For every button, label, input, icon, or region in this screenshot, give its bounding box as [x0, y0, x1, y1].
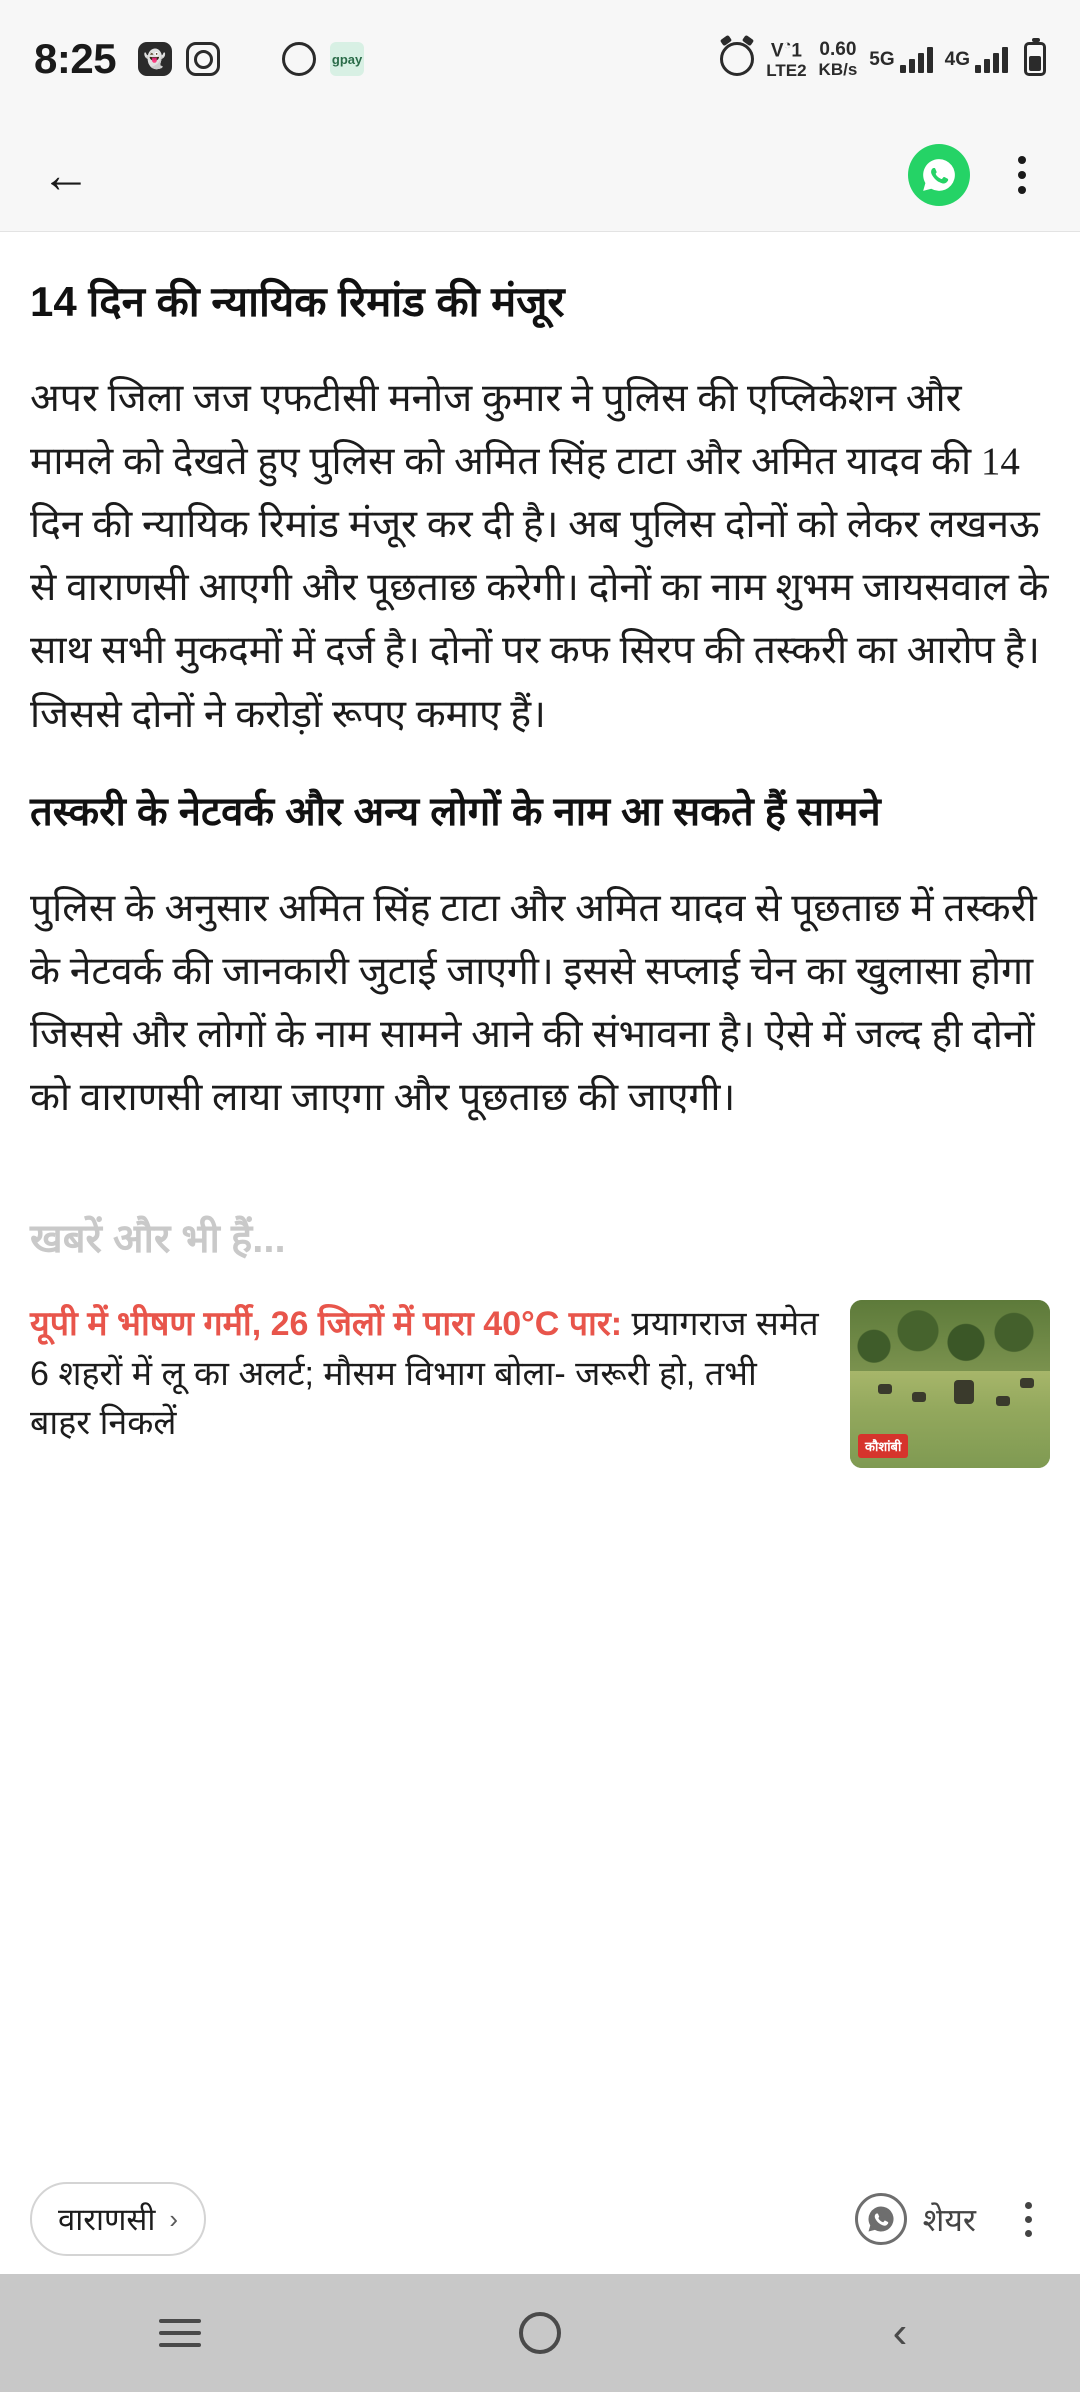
system-nav-bar — [0, 2274, 1080, 2392]
list-item[interactable] — [30, 1300, 1050, 1468]
whatsapp-glyph — [866, 2204, 896, 2234]
home-button[interactable] — [470, 2274, 610, 2392]
article-subheading-2: तस्करी के नेटवर्क और अन्य लोगों के नाम आ सकते हैं सामने — [30, 789, 881, 834]
location-chip-label: वाराणसी — [58, 2202, 156, 2237]
share-label: शेयर — [922, 2201, 976, 2238]
more-news-heading: खबरें और भी हैं... — [30, 1217, 286, 1262]
more-options-icon[interactable] — [1000, 144, 1044, 206]
whatsapp-icon — [855, 2193, 907, 2245]
whatsapp-icon — [282, 42, 316, 76]
thumbnail-animal — [1020, 1378, 1034, 1388]
signal-bars-icon — [900, 45, 933, 73]
back-icon: ‹ — [892, 2308, 908, 2357]
thumbnail-animal — [954, 1380, 974, 1404]
whatsapp-icon — [920, 156, 958, 194]
battery-icon — [1024, 42, 1046, 76]
location-chip-varanasi[interactable] — [30, 2182, 206, 2256]
recents-icon — [159, 2319, 201, 2347]
more-options-icon[interactable] — [1006, 2188, 1050, 2250]
signal-5g: 5G — [869, 45, 932, 73]
status-system-icons — [720, 38, 1046, 81]
instagram-icon — [186, 42, 220, 76]
news-headline[interactable] — [30, 1300, 824, 1449]
thumbnail-animal — [878, 1384, 892, 1394]
article-content — [0, 232, 1080, 2156]
app-bar-actions — [908, 144, 1044, 206]
news-headline-rest: प्रयागराज समेत 6 शहरों में लू का अलर्ट; मौसम विभाग बोला- जरूरी हो, तभी बाहर निकलें — [30, 1305, 819, 1443]
status-notification-icons — [138, 42, 364, 76]
news-headline-highlight: यूपी में भीषण गर्मी, 26 जिलों में पारा 40°C पार: — [30, 1305, 623, 1344]
thumbnail-location-tag: कौशांबी — [858, 1434, 908, 1458]
back-arrow-icon[interactable]: ← — [41, 146, 91, 203]
article-action-bar — [0, 2156, 1080, 2274]
thumbnail-animal — [912, 1392, 926, 1402]
whatsapp-share-button[interactable] — [908, 144, 970, 206]
signal-4g: 4G — [945, 45, 1008, 73]
back-button[interactable] — [830, 2274, 970, 2392]
google-pay-icon: gpay — [330, 42, 364, 76]
action-bar-right — [855, 2188, 1050, 2250]
article-paragraph-1: अपर जिला जज एफटीसी मनोज कुमार ने पुलिस की एप्लिकेशन और मामले को देखते हुए पुलिस को अमित सिंह टाटा और अमित यादव की 14 दिन की न्यायिक रिमांड मंजूर कर दी है। अब पुलिस दोनों को लेकर लखनऊ से वाराणसी आएगी और पूछताछ करेगी। दोनों का नाम शुभम जायसवाल के साथ सभी मुकदमों में दर्ज है। दोनों पर कफ सिरप की तस्करी का आरोप है। जिससे दोनों ने करोड़ों रूपए कमाए हैं। — [30, 376, 1049, 736]
article-subheading-1: 14 दिन की न्यायिक रिमांड की मंजूर — [30, 278, 565, 325]
data-rate-label: 0.60 KB/s — [818, 38, 858, 80]
apps-grid-icon — [234, 42, 268, 76]
alarm-icon — [720, 42, 754, 76]
recents-button[interactable] — [110, 2274, 250, 2392]
home-icon — [519, 2312, 561, 2354]
signal-bars-icon — [975, 45, 1008, 73]
news-thumbnail[interactable] — [850, 1300, 1050, 1468]
status-bar — [0, 0, 1080, 118]
article-paragraph-2: पुलिस के अनुसार अमित सिंह टाटा और अमित यादव से पूछताछ में तस्करी के नेटवर्क की जानकारी जुटाई जाएगी। इससे सप्लाई चेन का खुलासा होगा जिससे और लोगों के नाम सामने आने की संभावना है। ऐसे में जल्द ही दोनों को वाराणसी लाया जाएगा और पूछताछ की जाएगी। — [30, 886, 1037, 1120]
status-clock: 8:25 — [34, 35, 117, 82]
chevron-right-icon: › — [169, 2203, 179, 2234]
share-button[interactable] — [855, 2193, 976, 2245]
network-type-label: V◔1 LTE2 — [766, 36, 807, 81]
thumbnail-trees — [850, 1300, 1050, 1377]
app-bar — [0, 118, 1080, 232]
thumbnail-animal — [996, 1396, 1010, 1406]
snapchat-icon: 👻 — [138, 42, 172, 76]
